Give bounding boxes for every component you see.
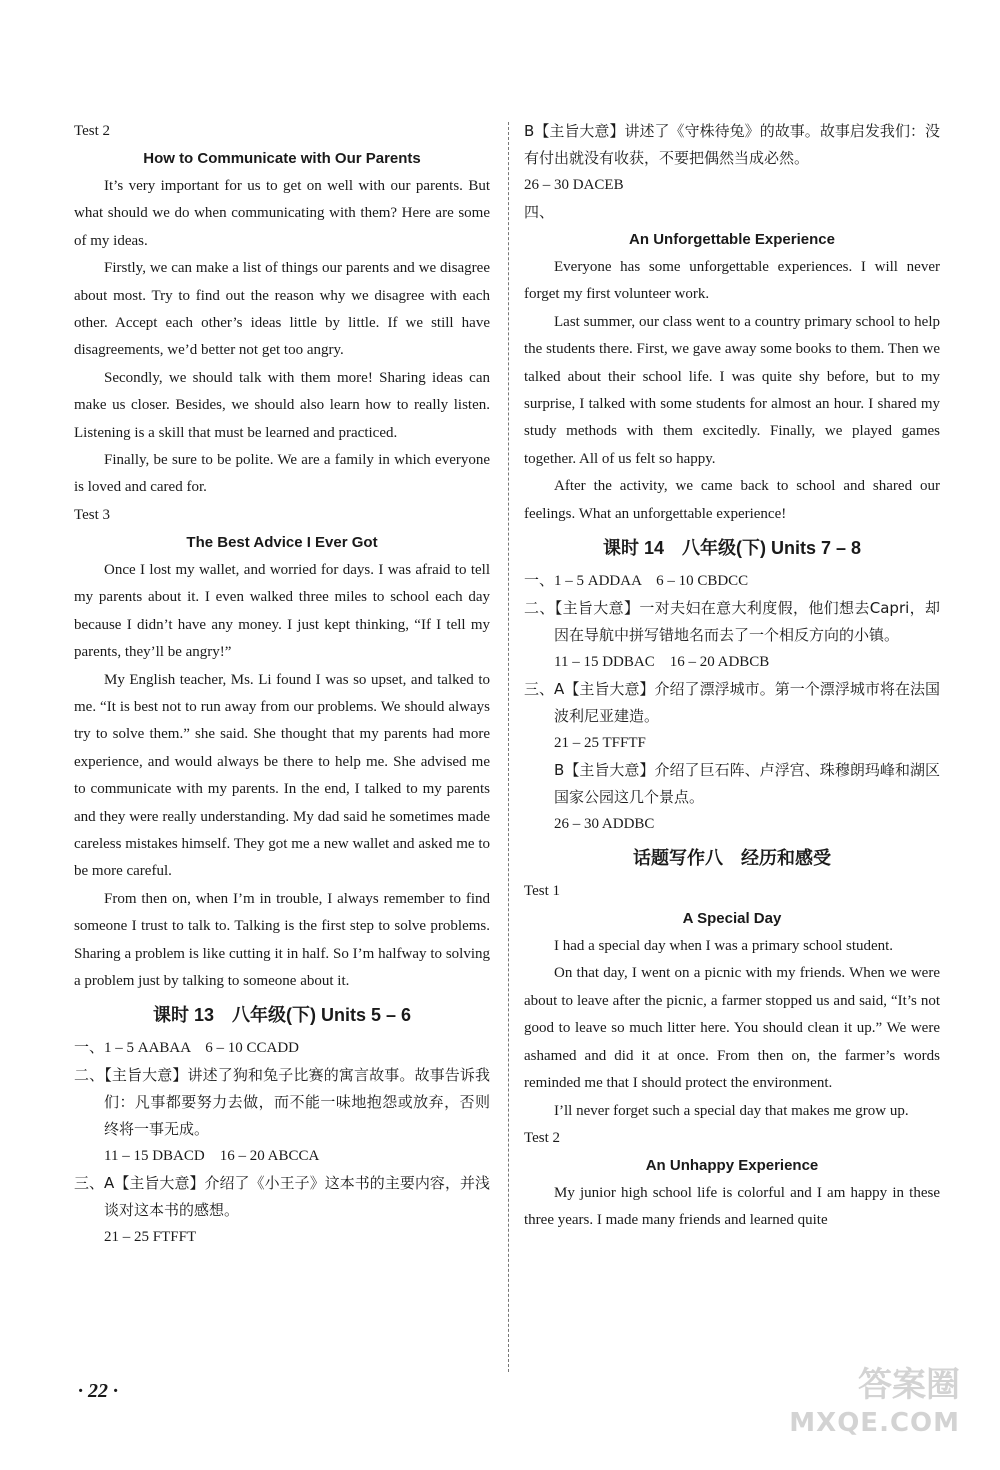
lesson-heading: 课时 13 八年级(下) Units 5 – 6: [152, 1005, 412, 1026]
answer-line: 11 – 15 DDBAC 16 – 20 ADBCB: [554, 654, 770, 671]
paragraph: Finally, be sure to be polite. We are a family in which everyone is loved and cared for.: [74, 452, 490, 496]
column-divider: [508, 122, 509, 1372]
test-label: Test 2: [524, 1129, 561, 1146]
paragraph: From then on, when I’m in trouble, I always remember to find someone I trust to talk to. Talking is the first step to solve problems. Sharing a problem is like cutting it in half. So I’m halfway to solving a problem just by talking to someone about it.: [74, 890, 490, 989]
left-column: [74, 118, 490, 1251]
section-number: 四、: [524, 203, 555, 221]
paragraph: Once I lost my wallet, and worried for days. I was afraid to tell my parents about it. I even walked three miles to school each day because I didn’t have any money. I just kept thinking, “If I tell my parents, they’ll be angry!”: [74, 561, 490, 661]
lesson-heading: 课时 14 八年级(下) Units 7 – 8: [602, 538, 862, 559]
answer-summary: 三、A【主旨大意】介绍了《小王子》这本书的主要内容，并浅谈对这本书的感想。: [74, 1174, 490, 1220]
right-column: [524, 118, 940, 1235]
watermark-url: MXQE.COM: [789, 1408, 960, 1438]
answer-line: 21 – 25 FTFFT: [104, 1229, 197, 1246]
paragraph: Everyone has some unforgettable experiences. I will never forget my first volunteer work.: [524, 259, 940, 303]
essay-title: An Unforgettable Experience: [629, 231, 835, 248]
answer-summary: B【主旨大意】讲述了《守株待兔》的故事。故事启发我们：没有付出就没有收获，不要把偶然当成必然。: [524, 122, 940, 167]
answer-line: 一、1 – 5 ADDAA 6 – 10 CBDCC: [524, 573, 749, 590]
answer-line: 26 – 30 DACEB: [524, 177, 624, 193]
paragraph: After the activity, we came back to school and shared our feelings. What an unforgettable experience!: [524, 478, 940, 522]
paragraph: Firstly, we can make a list of things our parents and we disagree about most. Try to find out the reason why we disagree with each other. Accept each other’s ideas little by little. If we still have disagreements, we’d better not get too angry.: [74, 260, 490, 359]
answer-line: 26 – 30 ADDBC: [554, 816, 655, 833]
paragraph: My junior high school life is colorful and I am happy in these three years. I made many friends and learned quite: [524, 1184, 940, 1229]
test-label: Test 1: [524, 883, 561, 900]
paragraph: Last summer, our class went to a country primary school to help the students there. First, we gave away some books to them. Then we talked about their school life. I was quite shy before, but to my surprise, I talked with some students for almost an hour. I shared my study methods with them excitedly. Finally, we played games together. All of us felt so happy.: [524, 313, 940, 467]
watermark-text: 答案圈: [858, 1365, 960, 1405]
answer-summary: 二、【主旨大意】讲述了狗和兔子比赛的寓言故事。故事告诉我们：凡事都要努力去做，而不能一味地抱怨或放弃，否则终将一事无成。: [74, 1066, 490, 1139]
paragraph: Secondly, we should talk with them more! Sharing ideas can make us closer. Besides, we should also learn how to really listen. Listening is a skill that must be learned and practiced.: [74, 369, 490, 441]
paragraph: On that day, I went on a picnic with my friends. When we were about to leave after the picnic, a farmer stopped us and said, “It’s not good to leave so much litter here. You should clean it up.” We were ashamed and did it at once. From then on, the farmer’s words reminded me that I should protect the environment.: [524, 965, 940, 1092]
answer-summary: B【主旨大意】介绍了巨石阵、卢浮宫、珠穆朗玛峰和湖区国家公园这几个景点。: [554, 761, 940, 807]
watermark-logo: [789, 1366, 960, 1442]
paragraph: It’s very important for us to get on well with our parents. But what should we do when communicating with them? Here are some of my ideas.: [74, 178, 490, 249]
test-label: Test 2: [74, 123, 111, 139]
topic-heading: 话题写作八 经历和感受: [633, 848, 831, 869]
answer-line: 一、1 – 5 AABAA 6 – 10 CCADD: [74, 1040, 300, 1057]
paragraph: I had a special day when I was a primary school student.: [554, 938, 894, 955]
essay-title: A Special Day: [682, 910, 782, 928]
essay-title: How to Communicate with Our Parents: [143, 150, 421, 167]
answer-summary: 三、A【主旨大意】介绍了漂浮城市。第一个漂浮城市将在法国波利尼亚建造。: [524, 680, 940, 726]
paragraph: I’ll never forget such a special day that makes me grow up.: [554, 1102, 909, 1119]
answer-line: 11 – 15 DBACD 16 – 20 ABCCA: [104, 1148, 320, 1165]
essay-title: An Unhappy Experience: [645, 1156, 819, 1174]
page-number: · 22 ·: [78, 1380, 118, 1402]
test-label: Test 3: [74, 506, 111, 523]
essay-title: The Best Advice I Ever Got: [186, 533, 378, 551]
answer-summary: 二、【主旨大意】一对夫妇在意大利度假，他们想去Capri，却因在导航中拼写错地名而去了一个相反方向的小镇。: [524, 599, 940, 645]
answer-line: 21 – 25 TFFTF: [554, 735, 646, 752]
paragraph: My English teacher, Ms. Li found I was so upset, and talked to me. “It is best not to run away from our problems. We should always try to solve them.” she said. She thought that my parents had more experience, and would always be there to help me. She advised me to communicate with my parents. In the end, I talked to my parents and they were really understanding. My dad said he sometimes made careless mistakes himself. They got me a new wallet and asked me to be more careful.: [74, 671, 490, 880]
